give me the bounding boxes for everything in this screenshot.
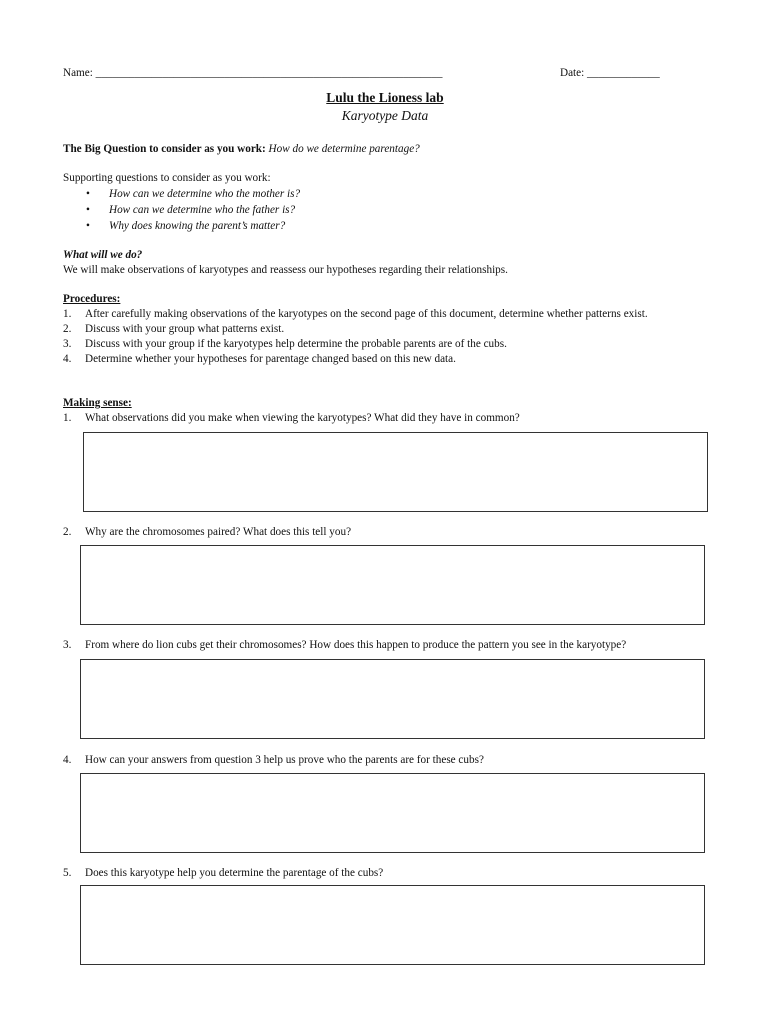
question-number: 5. (63, 867, 72, 879)
question-text: Does this karyotype help you determine the parentage of the cubs? (85, 867, 384, 879)
big-question (63, 142, 420, 156)
question-number: 2. (63, 526, 72, 538)
list-item (63, 322, 703, 337)
question-2 (63, 525, 351, 539)
procedures-list (63, 307, 703, 367)
list-text: After carefully making observations of the karyotypes on the second page of this document, determine whether patterns exist. (85, 308, 648, 320)
question-5 (63, 866, 383, 880)
page-subtitle: Karyotype Data (341, 108, 429, 123)
procedures-heading: Procedures: (63, 293, 121, 305)
list-text: Discuss with your group what patterns exist. (85, 323, 285, 335)
answer-box-1[interactable] (83, 432, 708, 512)
supporting-questions-list (84, 186, 300, 234)
page-title: Lulu the Lioness lab (326, 90, 444, 105)
list-number: 3. (63, 338, 72, 350)
list-number: 4. (63, 353, 72, 365)
list-item: • How can we determine who the mother is? (84, 186, 300, 202)
question-text: How can your answers from question 3 help us prove who the parents are for these cubs? (85, 754, 484, 766)
answer-box-5[interactable] (80, 885, 705, 965)
answer-box-3[interactable] (80, 659, 705, 739)
question-text: Why are the chromosomes paired? What does this tell you? (85, 526, 352, 538)
question-number: 4. (63, 754, 72, 766)
question-4 (63, 753, 484, 767)
list-number: 1. (63, 308, 72, 320)
question-number: 3. (63, 639, 72, 651)
date-field[interactable]: Date: _____________ (560, 67, 660, 79)
big-question-label: The Big Question to consider as you work: (63, 143, 266, 155)
what-will-we-do-heading: What will we do? (63, 249, 143, 261)
big-question-text: How do we determine parentage? (268, 143, 420, 155)
question-number: 1. (63, 412, 72, 424)
answer-box-4[interactable] (80, 773, 705, 853)
list-item (63, 337, 703, 352)
name-field[interactable]: Name: ______________________________________________________________ (63, 67, 443, 79)
list-item (63, 307, 703, 322)
question-3 (63, 638, 626, 652)
answer-box-2[interactable] (80, 545, 705, 625)
list-number: 2. (63, 323, 72, 335)
list-text: Discuss with your group if the karyotypes help determine the probable parents are of the cubs. (85, 338, 507, 350)
list-item (63, 352, 703, 367)
what-will-we-do-text: We will make observations of karyotypes and reassess our hypotheses regarding their relationships. (63, 264, 508, 276)
supporting-questions-label: Supporting questions to consider as you work: (63, 172, 271, 184)
question-text: What observations did you make when viewing the karyotypes? What did they have in common? (85, 412, 520, 424)
question-1 (63, 411, 520, 425)
making-sense-heading: Making sense: (63, 397, 132, 409)
list-text: Determine whether your hypotheses for parentage changed based on this new data. (85, 353, 456, 365)
question-text: From where do lion cubs get their chromosomes? How does this happen to produce the pattern you see in the karyotype? (85, 639, 627, 651)
list-item: • How can we determine who the father is? (84, 202, 300, 218)
list-item: • Why does knowing the parent’s matter? (84, 218, 300, 234)
